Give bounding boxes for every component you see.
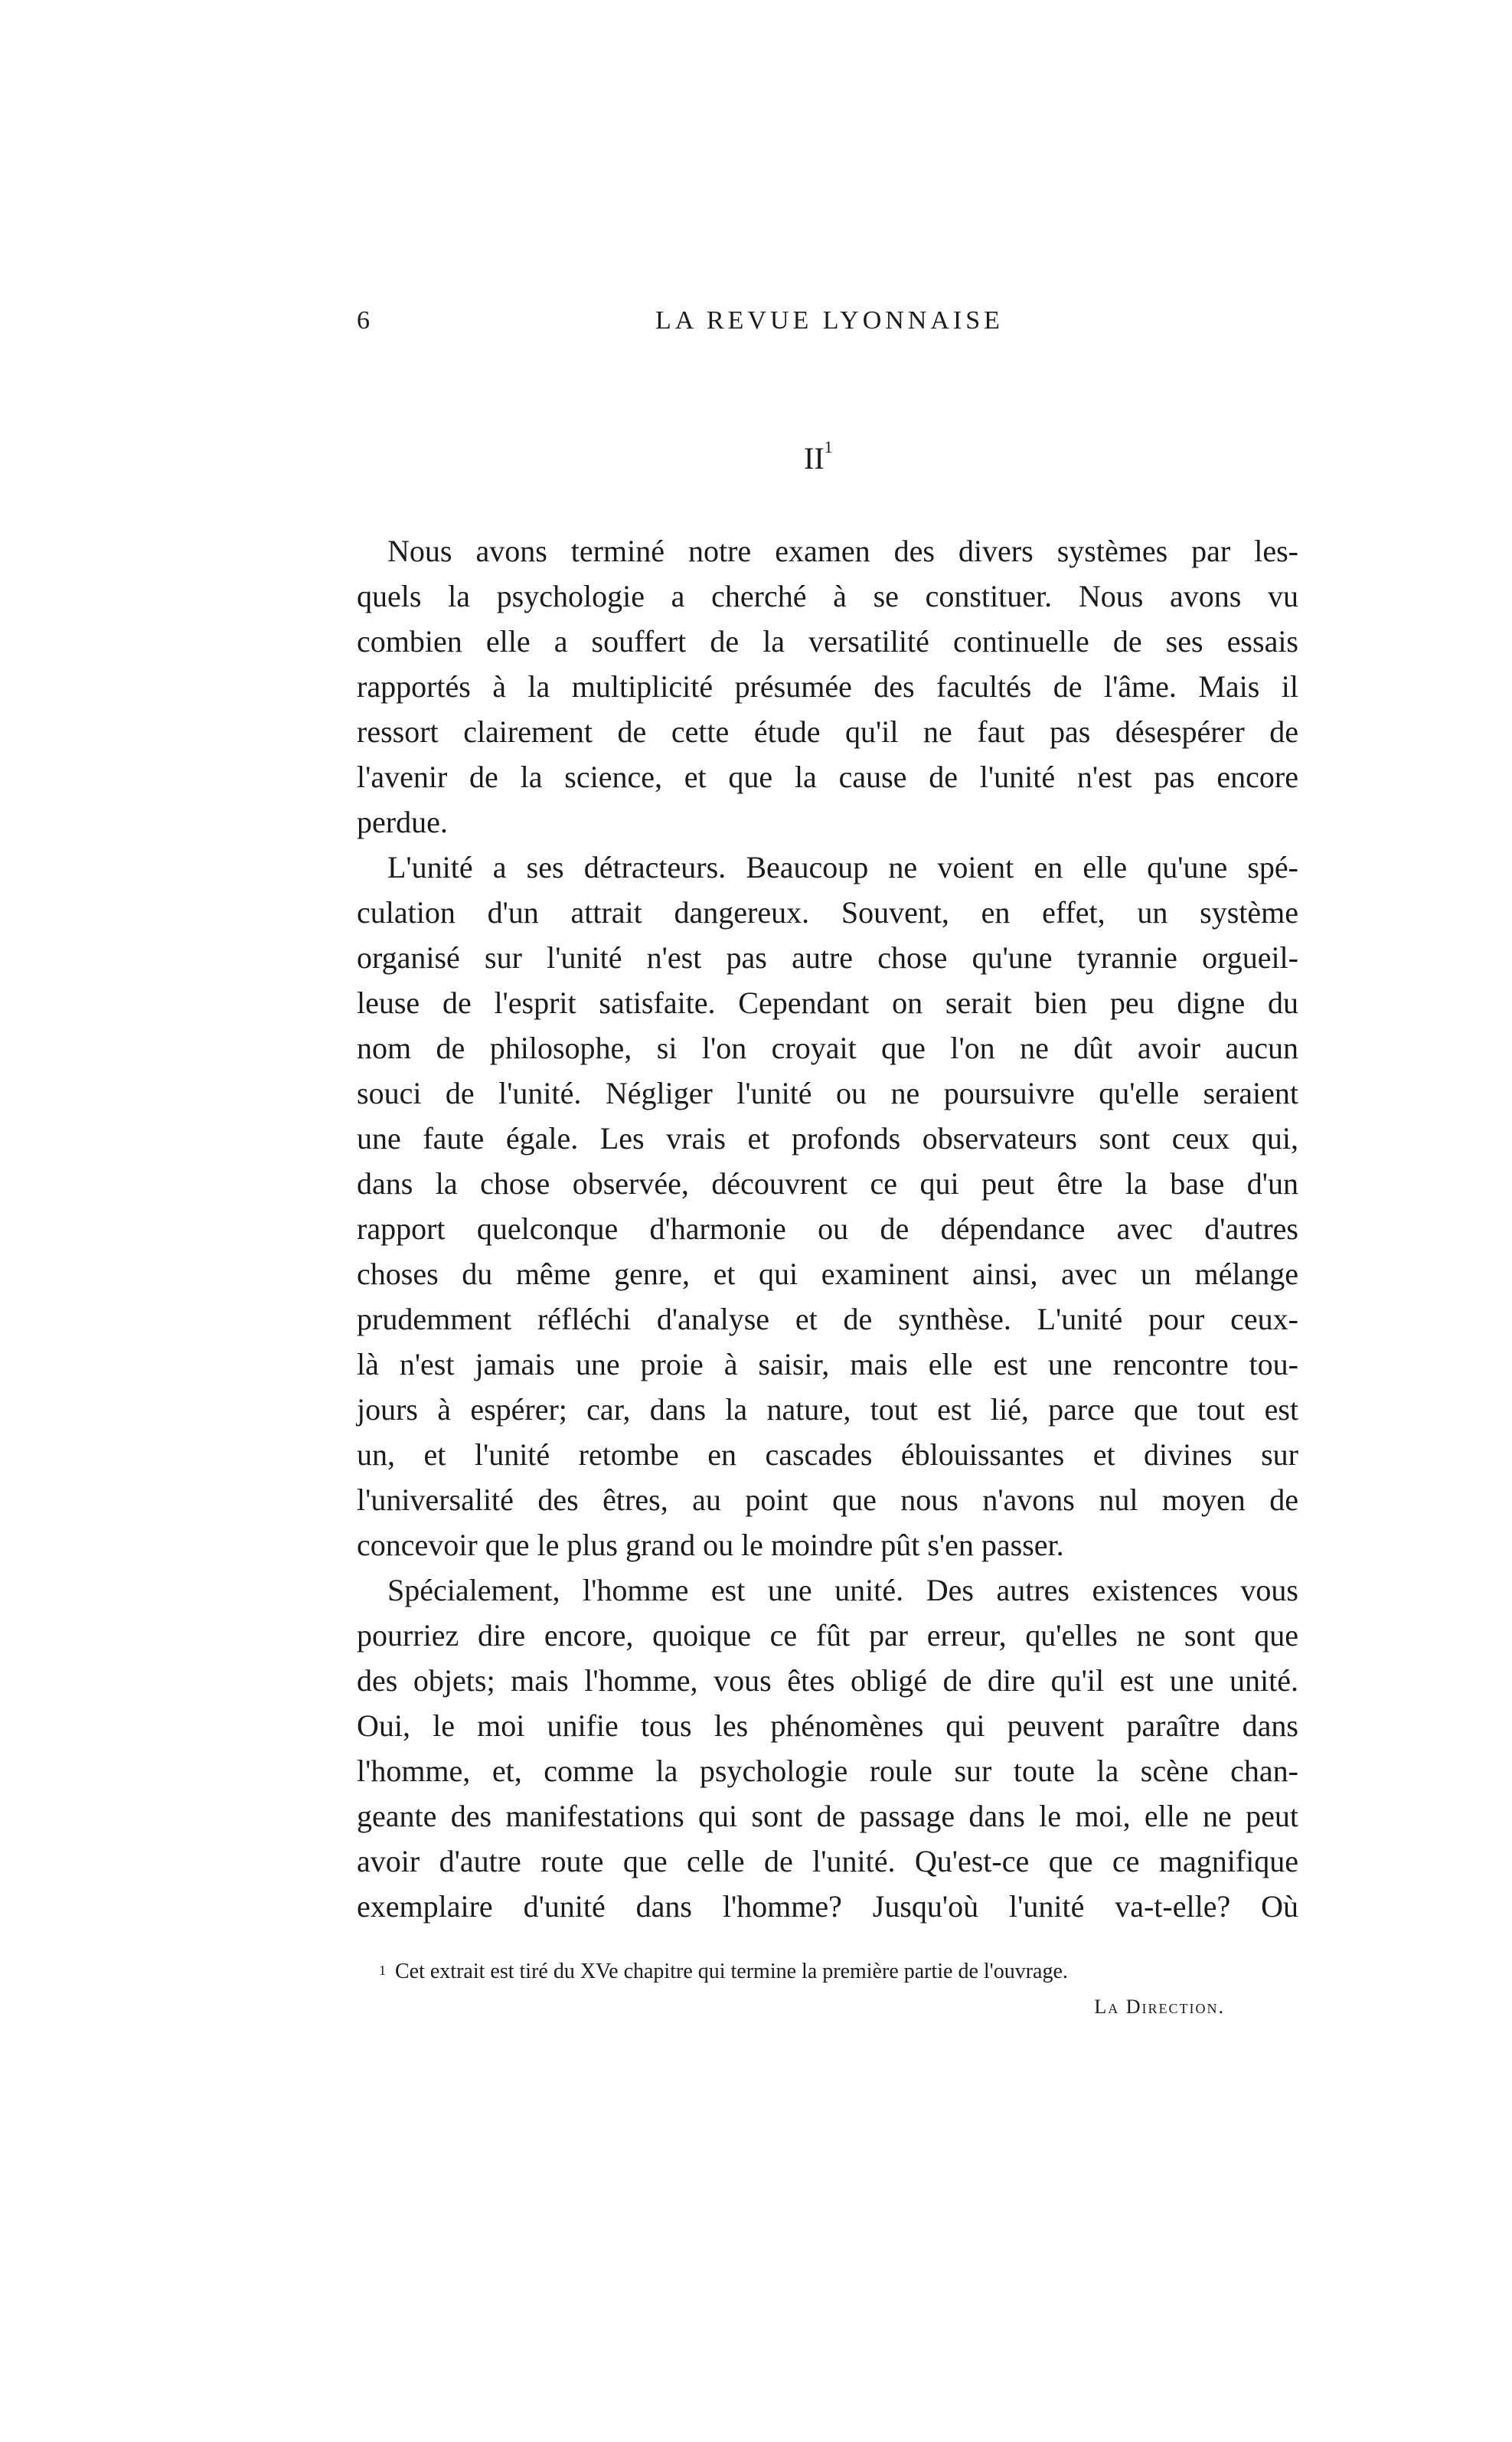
body-text — [357, 528, 1298, 1929]
text-line: dans la chose observée, découvrent ce qui peut être la base d'un — [357, 1166, 1298, 1201]
text-line: jours à espérer; car, dans la nature, tout est lié, parce que tout est — [357, 1392, 1298, 1427]
text-line: nom de philosophe, si l'on croyait que l'on ne dût avoir aucun — [357, 1031, 1298, 1065]
text-line: l'universalité des êtres, au point que nous n'avons nul moyen de — [357, 1483, 1298, 1517]
text-line: prudemment réfléchi d'analyse et de synthèse. L'unité pour ceux- — [357, 1302, 1298, 1336]
text-line: geante des manifestations qui sont de passage dans le moi, elle ne peut — [357, 1799, 1298, 1833]
running-header — [357, 306, 1298, 352]
footnote-text: Cet extrait est tiré du XVe chapitre qui termine la première partie de l'ouvrage. — [395, 1960, 1068, 1983]
footnote-marker: 1 — [379, 1963, 386, 1978]
running-title: LA REVUE LYONNAISE — [655, 306, 1004, 335]
text-line: culation d'un attrait dangereux. Souvent, en effet, un système — [357, 895, 1298, 930]
text-line: ressort clairement de cette étude qu'il ne faut pas désespérer de — [357, 714, 1298, 749]
section-heading — [804, 437, 833, 476]
paragraph — [357, 528, 1298, 845]
footnote — [379, 1954, 1298, 2025]
text-line: exemplaire d'unité dans l'homme? Jusqu'où l'unité va-t-elle? Où — [357, 1889, 1298, 1924]
footnote-reference: 1 — [824, 437, 833, 456]
text-line: perdue. — [357, 805, 448, 839]
text-line: l'homme, et, comme la psychologie roule sur toute la scène chan- — [357, 1754, 1298, 1788]
text-line: concevoir que le plus grand ou le moindre pût s'en passer. — [357, 1528, 1064, 1562]
page-number: 6 — [357, 306, 372, 335]
text-line: quels la psychologie a cherché à se constituer. Nous avons vu — [357, 579, 1298, 613]
text-line: l'avenir de la science, et que la cause de l'unité n'est pas encore — [357, 760, 1298, 794]
text-line: Spécialement, l'homme est une unité. Des autres existences vous — [387, 1573, 1298, 1607]
paragraph — [357, 1568, 1298, 1929]
text-line: leuse de l'esprit satisfaite. Cependant on serait bien peu digne du — [357, 986, 1298, 1020]
text-line: un, et l'unité retombe en cascades éblouissantes et divines sur — [357, 1437, 1298, 1472]
paragraph — [357, 845, 1298, 1568]
text-line: choses du même genre, et qui examinent ainsi, avec un mélange — [357, 1257, 1298, 1291]
footnote-signature: La Direction. — [1094, 1996, 1225, 2018]
text-line: là n'est jamais une proie à saisir, mais elle est une rencontre tou- — [357, 1347, 1298, 1381]
text-line: rapport quelconque d'harmonie ou de dépendance avec d'autres — [357, 1211, 1298, 1246]
text-line: des objets; mais l'homme, vous êtes obligé de dire qu'il est une unité. — [357, 1663, 1298, 1698]
text-line: organisé sur l'unité n'est pas autre chose qu'une tyrannie orgueil- — [357, 940, 1298, 975]
text-line: L'unité a ses détracteurs. Beaucoup ne voient en elle qu'une spé- — [387, 850, 1298, 884]
text-line: avoir d'autre route que celle de l'unité. Qu'est-ce que ce magnifique — [357, 1844, 1298, 1878]
text-line: souci de l'unité. Négliger l'unité ou ne poursuivre qu'elle seraient — [357, 1076, 1298, 1110]
text-line: Nous avons terminé notre examen des divers systèmes par les- — [387, 534, 1298, 568]
section-numeral: II — [804, 441, 825, 476]
footnote-line — [379, 1954, 1298, 1989]
text-line: Oui, le moi unifie tous les phénomènes qui peuvent paraître dans — [357, 1708, 1298, 1743]
text-line: une faute égale. Les vrais et profonds observateurs sont ceux qui, — [357, 1121, 1298, 1156]
text-line: pourriez dire encore, quoique ce fût par erreur, qu'elles ne sont que — [357, 1618, 1298, 1653]
text-line: combien elle a souffert de la versatilité continuelle de ses essais — [357, 624, 1298, 659]
text-line: rapportés à la multiplicité présumée des facultés de l'âme. Mais il — [357, 669, 1298, 704]
